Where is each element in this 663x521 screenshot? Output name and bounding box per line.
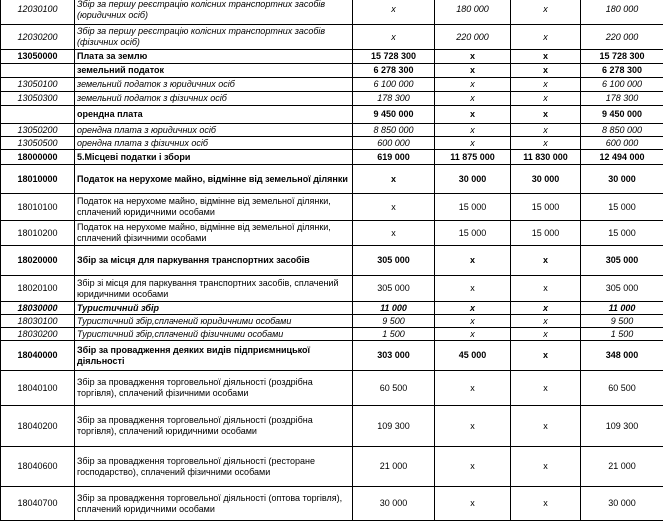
row-col3: х <box>511 447 581 487</box>
row-col4: 30 000 <box>581 165 663 194</box>
row-col2: х <box>435 92 511 106</box>
row-col3: 15 000 <box>511 194 581 221</box>
row-name: Туристичний збір,сплачений фізичними особами <box>75 328 353 341</box>
row-col2: х <box>435 487 511 521</box>
row-col2: х <box>435 78 511 92</box>
row-col3: х <box>511 406 581 447</box>
row-col2: 15 000 <box>435 194 511 221</box>
table-row <box>1 276 663 302</box>
row-col4: 15 000 <box>581 221 663 246</box>
row-col1: 109 300 <box>353 406 435 447</box>
table-row <box>1 106 663 124</box>
row-col2: х <box>435 106 511 124</box>
row-col2: х <box>435 406 511 447</box>
row-col1: 305 000 <box>353 246 435 276</box>
row-col3: 11 830 000 <box>511 150 581 165</box>
row-col4: 6 278 300 <box>581 64 663 78</box>
row-name: Податок на нерухоме майно, відмінне від земельної ділянки, сплачений фізичними особами <box>75 221 353 246</box>
row-col1: х <box>353 0 435 25</box>
row-code: 18020000 <box>1 246 75 276</box>
row-code: 13050300 <box>1 92 75 106</box>
table-row <box>1 406 663 447</box>
row-col1: 600 000 <box>353 137 435 150</box>
row-col2: х <box>435 447 511 487</box>
table-row <box>1 25 663 50</box>
row-col1: 178 300 <box>353 92 435 106</box>
row-col2: 11 875 000 <box>435 150 511 165</box>
row-col1: 9 500 <box>353 315 435 328</box>
row-col1: х <box>353 221 435 246</box>
row-name: Збір за першу реєстрацію колісних транспортних засобів (фізичних осіб) <box>75 25 353 50</box>
table-row <box>1 302 663 315</box>
row-col2: х <box>435 64 511 78</box>
row-col4: 15 000 <box>581 194 663 221</box>
row-col4: 6 100 000 <box>581 78 663 92</box>
row-col2: 220 000 <box>435 25 511 50</box>
row-code: 18040600 <box>1 447 75 487</box>
row-name: Збір зі місця для паркування транспортних засобів, сплачений юридичними особами <box>75 276 353 302</box>
row-col3: 30 000 <box>511 165 581 194</box>
row-code: 18040100 <box>1 371 75 406</box>
row-col1: х <box>353 194 435 221</box>
row-name: орендна плата з фізичних осіб <box>75 137 353 150</box>
table-row <box>1 194 663 221</box>
row-col3: х <box>511 78 581 92</box>
row-name: земельний податок з фізичних осіб <box>75 92 353 106</box>
row-col1: 6 278 300 <box>353 64 435 78</box>
row-col3: х <box>511 371 581 406</box>
row-col2: х <box>435 328 511 341</box>
row-col3: х <box>511 50 581 64</box>
row-col2: 45 000 <box>435 341 511 371</box>
row-col4: 348 000 <box>581 341 663 371</box>
row-code: 18030000 <box>1 302 75 315</box>
row-code: 13050200 <box>1 124 75 137</box>
row-col1: 1 500 <box>353 328 435 341</box>
row-name: Податок на нерухоме майно, відмінне від земельної ділянки, сплачений юридичними особами <box>75 194 353 221</box>
row-col4: 305 000 <box>581 246 663 276</box>
row-col2: 15 000 <box>435 221 511 246</box>
row-name: Збір за першу реєстрацію колісних транспортних засобів (юридичних осіб) <box>75 0 353 25</box>
row-col3: х <box>511 0 581 25</box>
row-name: земельний податок <box>75 64 353 78</box>
row-code: 18030100 <box>1 315 75 328</box>
row-col4: 305 000 <box>581 276 663 302</box>
row-name: Збір за провадження деяких видів підприємницької діяльності <box>75 341 353 371</box>
row-col3: х <box>511 276 581 302</box>
row-col2: 180 000 <box>435 0 511 25</box>
row-code: 18020100 <box>1 276 75 302</box>
row-col3: х <box>511 315 581 328</box>
row-name: Збір за провадження торговельної діяльності (роздрібна торгівля), сплачений фізичними особами <box>75 371 353 406</box>
row-code: 18010000 <box>1 165 75 194</box>
table-row <box>1 246 663 276</box>
table-row <box>1 165 663 194</box>
row-code <box>1 106 75 124</box>
row-col4: 180 000 <box>581 0 663 25</box>
row-col2: х <box>435 50 511 64</box>
row-code: 12030100 <box>1 0 75 25</box>
row-col4: 220 000 <box>581 25 663 50</box>
table-row <box>1 0 663 25</box>
table-row <box>1 78 663 92</box>
row-name: Туристичний збір <box>75 302 353 315</box>
row-col2: х <box>435 302 511 315</box>
table-row <box>1 150 663 165</box>
row-name: Збір за провадження торговельної діяльності (ресторане господарство), сплачений фізичними особами <box>75 447 353 487</box>
row-name: Збір за провадження торговельної діяльності (оптова торгівля), сплачений юридичними особами <box>75 487 353 521</box>
table-row <box>1 315 663 328</box>
row-col1: 9 450 000 <box>353 106 435 124</box>
table-row <box>1 341 663 371</box>
row-name: Туристичний збір,сплачений юридичними особами <box>75 315 353 328</box>
row-name: Податок на нерухоме майно, відмінне від земельної ділянки <box>75 165 353 194</box>
row-col2: х <box>435 137 511 150</box>
row-col4: 15 728 300 <box>581 50 663 64</box>
row-col3: х <box>511 92 581 106</box>
row-col2: х <box>435 246 511 276</box>
row-name: Збір за провадження торговельної діяльності (роздрібна торгівля), сплачений юридичними особами <box>75 406 353 447</box>
row-name: земельний податок з юридичних осіб <box>75 78 353 92</box>
row-col4: 1 500 <box>581 328 663 341</box>
row-code: 13050000 <box>1 50 75 64</box>
row-col1: 305 000 <box>353 276 435 302</box>
row-col4: 12 494 000 <box>581 150 663 165</box>
table-row <box>1 137 663 150</box>
row-col3: х <box>511 124 581 137</box>
row-code: 18010200 <box>1 221 75 246</box>
row-col4: 178 300 <box>581 92 663 106</box>
row-col2: 30 000 <box>435 165 511 194</box>
row-name: Плата за землю <box>75 50 353 64</box>
row-col3: х <box>511 487 581 521</box>
row-col3: х <box>511 25 581 50</box>
row-col3: х <box>511 64 581 78</box>
row-code <box>1 64 75 78</box>
row-col3: х <box>511 302 581 315</box>
row-col3: 15 000 <box>511 221 581 246</box>
row-code: 18030200 <box>1 328 75 341</box>
row-col1: 8 850 000 <box>353 124 435 137</box>
row-col1: 21 000 <box>353 447 435 487</box>
row-code: 13050100 <box>1 78 75 92</box>
row-col4: 600 000 <box>581 137 663 150</box>
row-col2: х <box>435 124 511 137</box>
row-col1: 619 000 <box>353 150 435 165</box>
row-col4: 8 850 000 <box>581 124 663 137</box>
table-row <box>1 50 663 64</box>
row-name: орендна плата з юридичних осіб <box>75 124 353 137</box>
row-col2: х <box>435 276 511 302</box>
row-name: 5.Місцеві податки і збори <box>75 150 353 165</box>
row-code: 18000000 <box>1 150 75 165</box>
row-name: орендна плата <box>75 106 353 124</box>
row-code: 18040000 <box>1 341 75 371</box>
row-col2: х <box>435 315 511 328</box>
row-code: 13050500 <box>1 137 75 150</box>
row-col1: 6 100 000 <box>353 78 435 92</box>
row-col4: 60 500 <box>581 371 663 406</box>
row-col1: 303 000 <box>353 341 435 371</box>
row-col1: 30 000 <box>353 487 435 521</box>
row-col4: 11 000 <box>581 302 663 315</box>
budget-table-body <box>1 0 663 521</box>
table-row <box>1 371 663 406</box>
row-col4: 109 300 <box>581 406 663 447</box>
row-code: 18010100 <box>1 194 75 221</box>
table-row <box>1 221 663 246</box>
row-col4: 9 500 <box>581 315 663 328</box>
row-code: 18040200 <box>1 406 75 447</box>
table-row <box>1 64 663 78</box>
row-col1: х <box>353 165 435 194</box>
row-col2: х <box>435 371 511 406</box>
row-col4: 9 450 000 <box>581 106 663 124</box>
row-code: 18040700 <box>1 487 75 521</box>
row-col4: 21 000 <box>581 447 663 487</box>
row-col3: х <box>511 328 581 341</box>
row-name: Збір за місця для паркування транспортних засобів <box>75 246 353 276</box>
row-col1: 60 500 <box>353 371 435 406</box>
row-col3: х <box>511 246 581 276</box>
row-code: 12030200 <box>1 25 75 50</box>
table-row <box>1 92 663 106</box>
row-col3: х <box>511 137 581 150</box>
table-row <box>1 328 663 341</box>
row-col3: х <box>511 341 581 371</box>
row-col1: 15 728 300 <box>353 50 435 64</box>
row-col1: 11 000 <box>353 302 435 315</box>
row-col1: х <box>353 25 435 50</box>
row-col3: х <box>511 106 581 124</box>
row-col4: 30 000 <box>581 487 663 521</box>
table-row <box>1 447 663 487</box>
table-row <box>1 124 663 137</box>
